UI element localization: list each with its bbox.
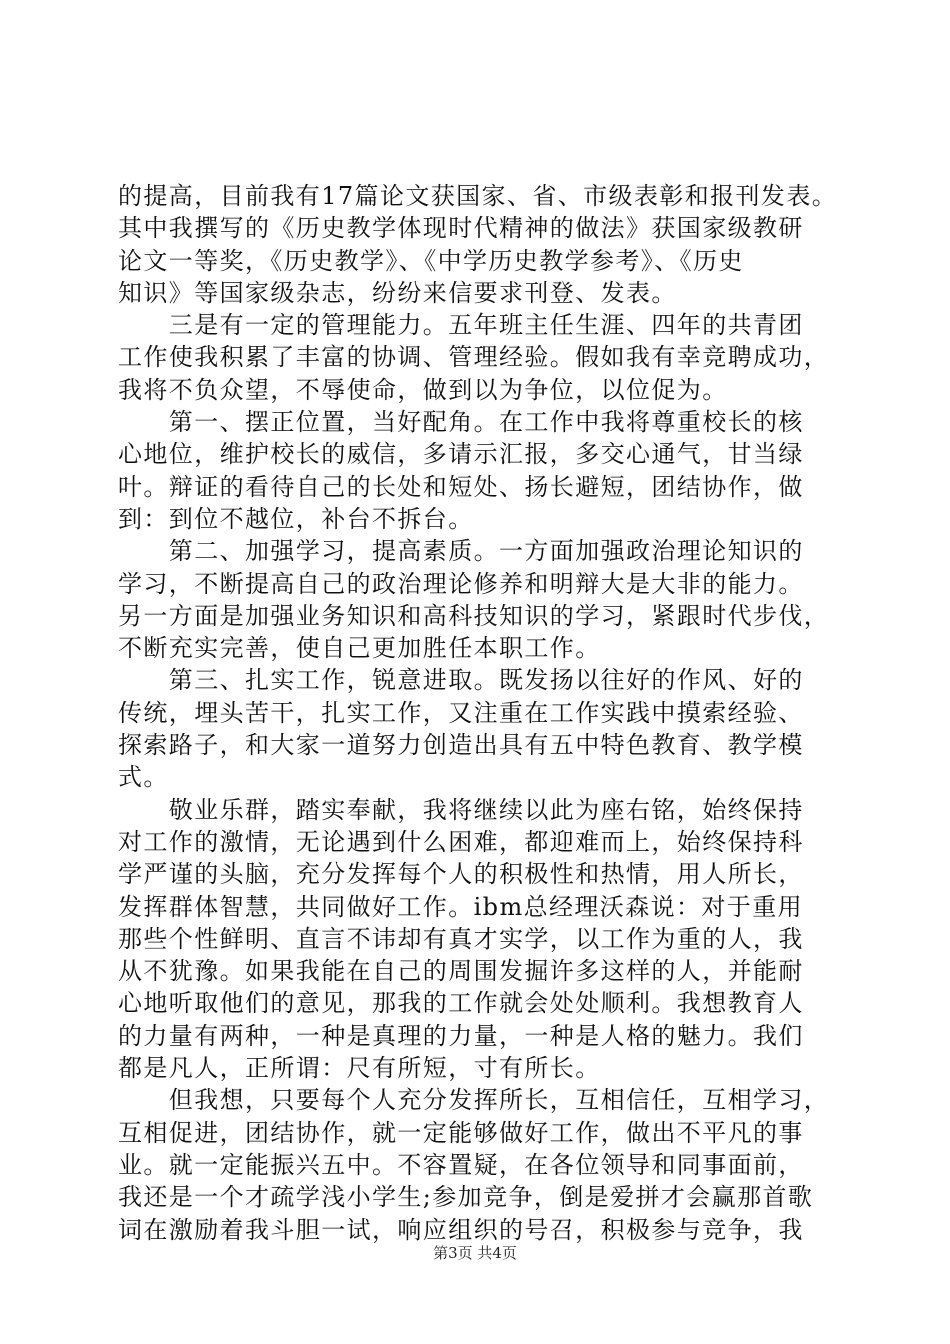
text-line: 到：到位不越位，补台不拆台。 <box>118 504 474 533</box>
text-line: 我将不负众望，不辱使命，做到以为争位，以位促为。 <box>118 375 728 404</box>
text-line: 其中我撰写的《历史教学体现时代精神的做法》获国家级教研 <box>118 214 804 243</box>
text-line: 叶。辩证的看待自己的长处和短处、扬长避短，团结协作，做 <box>118 472 804 501</box>
document-body <box>118 180 838 1246</box>
text-line: 的力量有两种，一种是真理的力量，一种是人格的魅力。我们 <box>118 1021 804 1050</box>
page-number: 第3页 共4页 <box>433 1244 517 1262</box>
text-line: 第一、摆正位置，当好配角。在工作中我将尊重校长的核 <box>118 408 804 437</box>
text-line: 论文一等奖，《历史教学》、《中学历史教学参考》、《历史 <box>118 246 744 275</box>
text-line: 词在激励着我斗胆一试，响应组织的号召，积极参与竞争，我 <box>118 1215 804 1244</box>
text-line: 学习，不断提高自己的政治理论修养和明辩大是大非的能力。 <box>118 569 804 598</box>
text-line: 工作使我积累了丰富的协调、管理经验。假如我有幸竞聘成功， <box>118 343 830 372</box>
page-footer <box>0 1242 950 1263</box>
text-line: 不断充实完善，使自己更加胜任本职工作。 <box>118 634 601 663</box>
text-line: 知识》等国家级杂志，纷纷来信要求刊登、发表。 <box>118 278 677 307</box>
text-line: 三是有一定的管理能力。五年班主任生涯、四年的共青团 <box>118 311 804 340</box>
text-line: 另一方面是加强业务知识和高科技知识的学习，紧跟时代步伐， <box>118 601 830 630</box>
text-line: 互相促进，团结协作，就一定能够做好工作，做出不平凡的事 <box>118 1118 804 1147</box>
text-line: 心地位，维护校长的威信，多请示汇报，多交心通气，甘当绿 <box>118 440 804 469</box>
text-line: 发挥群体智慧，共同做好工作。ibm总经理沃森说：对于重用 <box>118 892 803 921</box>
text-line: 学严谨的头脑，充分发挥每个人的积极性和热情，用人所长， <box>118 860 804 889</box>
text-line: 传统，埋头苦干，扎实工作，又注重在工作实践中摸索经验、 <box>118 698 804 727</box>
text-line: 业。就一定能振兴五中。不容置疑，在各位领导和同事面前， <box>118 1150 804 1179</box>
text-line: 探索路子，和大家一道努力创造出具有五中特色教育、教学模 <box>118 731 804 760</box>
text-line: 都是凡人，正所谓：尺有所短，寸有所长。 <box>118 1054 601 1083</box>
text-line: 那些个性鲜明、直言不讳却有真才实学，以工作为重的人，我 <box>118 924 804 953</box>
text-line: 对工作的激情，无论遇到什么困难，都迎难而上，始终保持科 <box>118 827 804 856</box>
text-line: 敬业乐群，踏实奉献，我将继续以此为座右铭，始终保持 <box>118 795 804 824</box>
text-line: 心地听取他们的意见，那我的工作就会处处顺利。我想教育人 <box>118 989 804 1018</box>
text-line: 第二、加强学习，提高素质。一方面加强政治理论知识的 <box>118 537 804 566</box>
text-line: 第三、扎实工作，锐意进取。既发扬以往好的作风、好的 <box>118 666 804 695</box>
text-line: 式。 <box>118 763 169 792</box>
text-line: 的提高，目前我有17篇论文获国家、省、市级表彰和报刊发表。 <box>118 182 838 210</box>
text-line: 我还是一个才疏学浅小学生;参加竞争，倒是爱拼才会赢那首歌 <box>118 1183 814 1212</box>
text-line: 但我想，只要每个人充分发挥所长，互相信任，互相学习， <box>118 1086 830 1115</box>
text-line: 从不犹豫。如果我能在自己的周围发掘许多这样的人，并能耐 <box>118 957 804 986</box>
